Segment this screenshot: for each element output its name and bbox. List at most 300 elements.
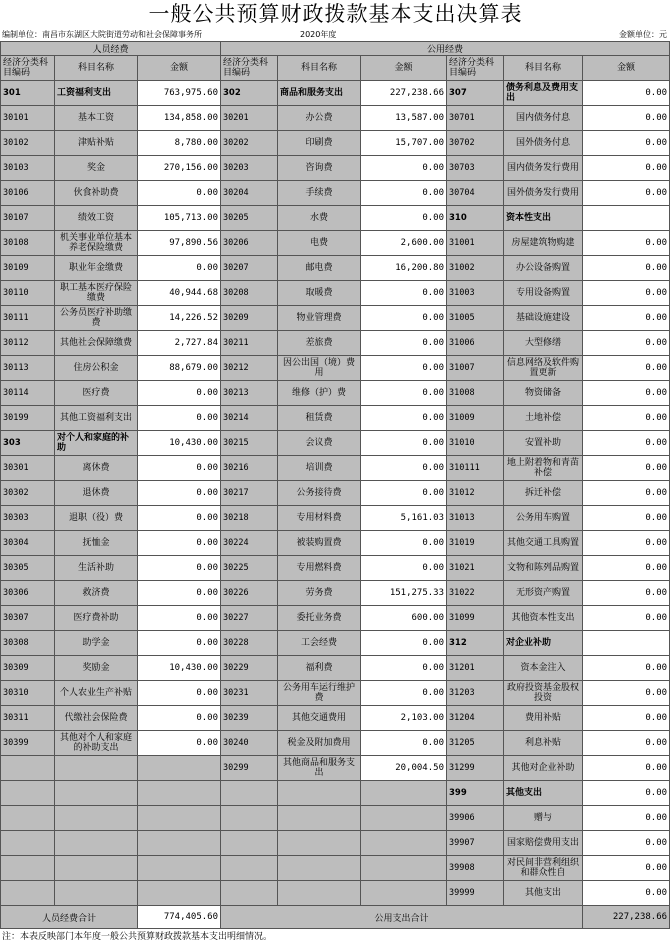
cell-amount bbox=[138, 881, 221, 906]
cell-name: 资本金注入 bbox=[504, 656, 583, 681]
cell-code: 30704 bbox=[447, 181, 504, 206]
cell-code: 30206 bbox=[221, 231, 278, 256]
cell-name: 奖励金 bbox=[55, 656, 138, 681]
cell-code: 30226 bbox=[221, 581, 278, 606]
table-row bbox=[1, 181, 670, 206]
cell-code: 31021 bbox=[447, 556, 504, 581]
cell-amount: 0.00 bbox=[361, 431, 447, 456]
cell-code bbox=[221, 781, 278, 806]
section-public: 公用经费 bbox=[221, 42, 670, 56]
cell-code: 39907 bbox=[447, 831, 504, 856]
table-row bbox=[1, 256, 670, 281]
cell-amount: 763,975.60 bbox=[138, 81, 221, 106]
cell-name: 医疗费补助 bbox=[55, 606, 138, 631]
cell-name: 费用补贴 bbox=[504, 706, 583, 731]
table-row bbox=[1, 156, 670, 181]
cell-name bbox=[55, 831, 138, 856]
table-row bbox=[1, 631, 670, 656]
cell-code: 30399 bbox=[1, 731, 55, 756]
cell-code: 31099 bbox=[447, 606, 504, 631]
cell-code: 30211 bbox=[221, 331, 278, 356]
cell-amount bbox=[138, 806, 221, 831]
cell-name: 福利费 bbox=[278, 656, 361, 681]
cell-code: 30215 bbox=[221, 431, 278, 456]
cell-code: 31002 bbox=[447, 256, 504, 281]
cell-name bbox=[55, 856, 138, 881]
cell-code: 30203 bbox=[221, 156, 278, 181]
cell-name: 培训费 bbox=[278, 456, 361, 481]
cell-amount: 0.00 bbox=[583, 731, 670, 756]
cell-name: 政府投资基金股权投资 bbox=[504, 681, 583, 706]
cell-name: 专用材料费 bbox=[278, 506, 361, 531]
cell-code: 30216 bbox=[221, 456, 278, 481]
cell-code: 30114 bbox=[1, 381, 55, 406]
cell-name: 税金及附加费用 bbox=[278, 731, 361, 756]
table-row bbox=[1, 531, 670, 556]
cell-amount: 0.00 bbox=[361, 381, 447, 406]
cell-name: 基本工资 bbox=[55, 106, 138, 131]
table-row bbox=[1, 306, 670, 331]
cell-amount bbox=[361, 856, 447, 881]
table-row bbox=[1, 781, 670, 806]
cell-code: 30199 bbox=[1, 406, 55, 431]
cell-amount: 0.00 bbox=[138, 531, 221, 556]
cell-code: 310 bbox=[447, 206, 504, 231]
cell-amount: 0.00 bbox=[361, 481, 447, 506]
cell-amount: 0.00 bbox=[583, 156, 670, 181]
cell-amount: 0.00 bbox=[583, 656, 670, 681]
cell-code: 302 bbox=[221, 81, 278, 106]
cell-name: 专用燃料费 bbox=[278, 556, 361, 581]
cell-name: 公务员医疗补助缴费 bbox=[55, 306, 138, 331]
table-row bbox=[1, 331, 670, 356]
table-row bbox=[1, 106, 670, 131]
cell-code: 30305 bbox=[1, 556, 55, 581]
cell-code: 30103 bbox=[1, 156, 55, 181]
cell-code: 30229 bbox=[221, 656, 278, 681]
cell-amount: 0.00 bbox=[583, 781, 670, 806]
table-row bbox=[1, 131, 670, 156]
cell-amount: 5,161.03 bbox=[361, 506, 447, 531]
cell-name: 因公出国（境）费用 bbox=[278, 356, 361, 381]
cell-code: 30106 bbox=[1, 181, 55, 206]
cell-name bbox=[278, 806, 361, 831]
table-row bbox=[1, 706, 670, 731]
cell-amount: 0.00 bbox=[361, 531, 447, 556]
cell-code: 399 bbox=[447, 781, 504, 806]
cell-code: 30302 bbox=[1, 481, 55, 506]
cell-name: 土地补偿 bbox=[504, 406, 583, 431]
cell-name: 电费 bbox=[278, 231, 361, 256]
cell-code: 30102 bbox=[1, 131, 55, 156]
cell-code bbox=[1, 856, 55, 881]
cell-amount: 0.00 bbox=[361, 156, 447, 181]
cell-amount: 0.00 bbox=[138, 381, 221, 406]
cell-code: 30240 bbox=[221, 731, 278, 756]
cell-code: 30201 bbox=[221, 106, 278, 131]
cell-amount: 0.00 bbox=[583, 306, 670, 331]
cell-name: 其他支出 bbox=[504, 781, 583, 806]
cell-code: 31013 bbox=[447, 506, 504, 531]
header-code: 经济分类科目编码 bbox=[447, 56, 504, 81]
cell-amount: 0.00 bbox=[361, 206, 447, 231]
cell-amount: 227,238.66 bbox=[361, 81, 447, 106]
cell-code: 30701 bbox=[447, 106, 504, 131]
cell-amount: 8,780.00 bbox=[138, 131, 221, 156]
cell-amount: 0.00 bbox=[361, 456, 447, 481]
cell-amount: 0.00 bbox=[138, 731, 221, 756]
cell-amount: 0.00 bbox=[138, 606, 221, 631]
header-amount: 金额 bbox=[138, 56, 221, 81]
cell-name: 其他对个人和家庭的补助支出 bbox=[55, 731, 138, 756]
cell-name: 代缴社会保险费 bbox=[55, 706, 138, 731]
cell-code: 31204 bbox=[447, 706, 504, 731]
cell-name: 地上附着物和青苗补偿 bbox=[504, 456, 583, 481]
cell-amount: 0.00 bbox=[583, 481, 670, 506]
cell-code: 30703 bbox=[447, 156, 504, 181]
cell-name: 委托业务费 bbox=[278, 606, 361, 631]
cell-code: 310111 bbox=[447, 456, 504, 481]
cell-code bbox=[221, 831, 278, 856]
cell-name: 房屋建筑物购建 bbox=[504, 231, 583, 256]
cell-code: 31007 bbox=[447, 356, 504, 381]
cell-amount bbox=[361, 831, 447, 856]
cell-amount: 0.00 bbox=[138, 681, 221, 706]
cell-name bbox=[278, 781, 361, 806]
cell-amount: 0.00 bbox=[583, 606, 670, 631]
table-row bbox=[1, 831, 670, 856]
cell-name: 国外债务发行费用 bbox=[504, 181, 583, 206]
cell-name: 个人农业生产补贴 bbox=[55, 681, 138, 706]
cell-name: 退职（役）费 bbox=[55, 506, 138, 531]
cell-amount: 0.00 bbox=[583, 231, 670, 256]
cell-name bbox=[55, 881, 138, 906]
cell-code: 30225 bbox=[221, 556, 278, 581]
cell-code: 30299 bbox=[221, 756, 278, 781]
cell-amount bbox=[138, 856, 221, 881]
cell-code: 30110 bbox=[1, 281, 55, 306]
cell-amount: 0.00 bbox=[138, 406, 221, 431]
cell-name: 利息补贴 bbox=[504, 731, 583, 756]
cell-amount bbox=[138, 831, 221, 856]
cell-amount: 270,156.00 bbox=[138, 156, 221, 181]
cell-code: 30109 bbox=[1, 256, 55, 281]
cell-amount: 0.00 bbox=[583, 881, 670, 906]
cell-code: 31205 bbox=[447, 731, 504, 756]
cell-code: 30205 bbox=[221, 206, 278, 231]
cell-name: 邮电费 bbox=[278, 256, 361, 281]
cell-code: 30207 bbox=[221, 256, 278, 281]
cell-name: 水费 bbox=[278, 206, 361, 231]
cell-code: 39906 bbox=[447, 806, 504, 831]
header-name: 科目名称 bbox=[55, 56, 138, 81]
cell-name: 无形资产购置 bbox=[504, 581, 583, 606]
cell-amount: 0.00 bbox=[138, 706, 221, 731]
cell-amount: 16,200.80 bbox=[361, 256, 447, 281]
cell-name: 信息网络及软件购置更新 bbox=[504, 356, 583, 381]
cell-amount: 151,275.33 bbox=[361, 581, 447, 606]
cell-amount: 2,103.00 bbox=[361, 706, 447, 731]
cell-code: 30304 bbox=[1, 531, 55, 556]
cell-amount: 134,858.00 bbox=[138, 106, 221, 131]
cell-amount: 0.00 bbox=[583, 681, 670, 706]
table-note: 注：本表反映部门本年度一般公共预算财政拨款基本支出明细情况。 bbox=[2, 932, 273, 942]
cell-code: 31005 bbox=[447, 306, 504, 331]
cell-amount: 0.00 bbox=[583, 181, 670, 206]
cell-code: 39999 bbox=[447, 881, 504, 906]
table-row bbox=[1, 381, 670, 406]
table-row bbox=[1, 756, 670, 781]
cell-amount: 0.00 bbox=[138, 581, 221, 606]
cell-code: 30301 bbox=[1, 456, 55, 481]
table-row bbox=[1, 281, 670, 306]
cell-name: 会议费 bbox=[278, 431, 361, 456]
cell-code: 31010 bbox=[447, 431, 504, 456]
table-row bbox=[1, 806, 670, 831]
cell-amount bbox=[138, 781, 221, 806]
cell-amount bbox=[138, 756, 221, 781]
table-row bbox=[1, 406, 670, 431]
cell-name: 公务用车运行维护费 bbox=[278, 681, 361, 706]
cell-name: 赠与 bbox=[504, 806, 583, 831]
cell-code: 31003 bbox=[447, 281, 504, 306]
header-amount: 金额 bbox=[361, 56, 447, 81]
cell-amount: 0.00 bbox=[361, 681, 447, 706]
cell-name: 其他交通工具购置 bbox=[504, 531, 583, 556]
cell-amount: 88,679.00 bbox=[138, 356, 221, 381]
cell-code bbox=[221, 806, 278, 831]
cell-code: 312 bbox=[447, 631, 504, 656]
cell-code: 30217 bbox=[221, 481, 278, 506]
cell-code: 31006 bbox=[447, 331, 504, 356]
cell-name: 住房公积金 bbox=[55, 356, 138, 381]
cell-name: 咨询费 bbox=[278, 156, 361, 181]
cell-amount: 2,727.84 bbox=[138, 331, 221, 356]
cell-amount: 0.00 bbox=[361, 181, 447, 206]
cell-amount bbox=[583, 631, 670, 656]
table-row bbox=[1, 581, 670, 606]
cell-name: 商品和服务支出 bbox=[278, 81, 361, 106]
cell-code: 30231 bbox=[221, 681, 278, 706]
header-name: 科目名称 bbox=[278, 56, 361, 81]
table-row bbox=[1, 681, 670, 706]
cell-name: 取暖费 bbox=[278, 281, 361, 306]
table-row bbox=[1, 606, 670, 631]
cell-amount: 0.00 bbox=[583, 756, 670, 781]
public-total-amount: 227,238.66 bbox=[583, 906, 670, 929]
cell-amount: 0.00 bbox=[138, 481, 221, 506]
cell-amount: 40,944.68 bbox=[138, 281, 221, 306]
cell-name: 其他交通费用 bbox=[278, 706, 361, 731]
cell-code: 30204 bbox=[221, 181, 278, 206]
cell-code: 30113 bbox=[1, 356, 55, 381]
cell-amount: 0.00 bbox=[361, 331, 447, 356]
cell-name: 其他社会保障缴费 bbox=[55, 331, 138, 356]
table-row bbox=[1, 231, 670, 256]
cell-amount: 0.00 bbox=[138, 506, 221, 531]
cell-amount: 0.00 bbox=[583, 506, 670, 531]
cell-amount: 0.00 bbox=[361, 556, 447, 581]
cell-name: 差旅费 bbox=[278, 331, 361, 356]
table-row bbox=[1, 556, 670, 581]
totals-row bbox=[1, 906, 670, 929]
cell-code: 30303 bbox=[1, 506, 55, 531]
cell-amount: 0.00 bbox=[583, 406, 670, 431]
cell-code: 30108 bbox=[1, 231, 55, 256]
cell-code bbox=[1, 831, 55, 856]
cell-code: 31019 bbox=[447, 531, 504, 556]
cell-code: 30307 bbox=[1, 606, 55, 631]
cell-code: 30311 bbox=[1, 706, 55, 731]
cell-amount: 0.00 bbox=[583, 131, 670, 156]
cell-amount: 0.00 bbox=[138, 631, 221, 656]
cell-name bbox=[55, 806, 138, 831]
cell-code bbox=[221, 856, 278, 881]
cell-code: 30308 bbox=[1, 631, 55, 656]
cell-name bbox=[278, 881, 361, 906]
report-meta bbox=[0, 28, 671, 41]
cell-name: 对企业补助 bbox=[504, 631, 583, 656]
cell-code: 301 bbox=[1, 81, 55, 106]
table-row bbox=[1, 856, 670, 881]
cell-code bbox=[1, 881, 55, 906]
cell-code: 30239 bbox=[221, 706, 278, 731]
cell-amount: 0.00 bbox=[583, 556, 670, 581]
cell-amount: 0.00 bbox=[583, 431, 670, 456]
cell-name: 维修（护）费 bbox=[278, 381, 361, 406]
cell-code: 31009 bbox=[447, 406, 504, 431]
cell-code: 30209 bbox=[221, 306, 278, 331]
cell-name: 绩效工资 bbox=[55, 206, 138, 231]
cell-name: 大型修缮 bbox=[504, 331, 583, 356]
cell-name: 劳务费 bbox=[278, 581, 361, 606]
header-name: 科目名称 bbox=[504, 56, 583, 81]
table-row bbox=[1, 656, 670, 681]
money-unit: 金额单位：元 bbox=[619, 30, 667, 39]
cell-code: 39908 bbox=[447, 856, 504, 881]
cell-amount: 0.00 bbox=[361, 631, 447, 656]
cell-amount bbox=[361, 806, 447, 831]
cell-amount: 0.00 bbox=[583, 831, 670, 856]
cell-amount: 0.00 bbox=[138, 456, 221, 481]
cell-amount: 0.00 bbox=[583, 456, 670, 481]
cell-amount bbox=[361, 781, 447, 806]
cell-name: 租赁费 bbox=[278, 406, 361, 431]
cell-amount: 0.00 bbox=[583, 856, 670, 881]
cell-amount bbox=[583, 206, 670, 231]
cell-name: 国家赔偿费用支出 bbox=[504, 831, 583, 856]
cell-code: 31012 bbox=[447, 481, 504, 506]
cell-name: 其他支出 bbox=[504, 881, 583, 906]
cell-amount: 0.00 bbox=[583, 531, 670, 556]
cell-code: 31299 bbox=[447, 756, 504, 781]
section-personnel: 人员经费 bbox=[1, 42, 221, 56]
cell-code: 30111 bbox=[1, 306, 55, 331]
cell-name bbox=[278, 831, 361, 856]
cell-amount: 0.00 bbox=[583, 106, 670, 131]
cell-name: 国外债务付息 bbox=[504, 131, 583, 156]
cell-amount: 0.00 bbox=[361, 656, 447, 681]
table-row bbox=[1, 456, 670, 481]
cell-code: 303 bbox=[1, 431, 55, 456]
cell-name: 印刷费 bbox=[278, 131, 361, 156]
cell-amount: 14,226.52 bbox=[138, 306, 221, 331]
cell-code bbox=[1, 806, 55, 831]
cell-name: 专用设备购置 bbox=[504, 281, 583, 306]
report-title: 一般公共预算财政拨款基本支出决算表 bbox=[148, 2, 523, 26]
table-row bbox=[1, 81, 670, 106]
cell-code: 30218 bbox=[221, 506, 278, 531]
cell-amount: 10,430.00 bbox=[138, 431, 221, 456]
cell-name: 公务接待费 bbox=[278, 481, 361, 506]
table-row bbox=[1, 431, 670, 456]
cell-amount: 600.00 bbox=[361, 606, 447, 631]
cell-name: 文物和陈列品购置 bbox=[504, 556, 583, 581]
table-row bbox=[1, 731, 670, 756]
public-total-label: 公用支出合计 bbox=[221, 906, 583, 929]
cell-name: 其他资本性支出 bbox=[504, 606, 583, 631]
cell-name: 机关事业单位基本养老保险缴费 bbox=[55, 231, 138, 256]
cell-amount: 0.00 bbox=[583, 706, 670, 731]
cell-code: 30224 bbox=[221, 531, 278, 556]
cell-name: 其他商品和服务支出 bbox=[278, 756, 361, 781]
cell-name: 职业年金缴费 bbox=[55, 256, 138, 281]
cell-name: 拆迁补偿 bbox=[504, 481, 583, 506]
cell-name: 津贴补贴 bbox=[55, 131, 138, 156]
cell-code: 31203 bbox=[447, 681, 504, 706]
cell-amount: 0.00 bbox=[361, 306, 447, 331]
cell-amount: 0.00 bbox=[583, 806, 670, 831]
cell-name: 国内债务发行费用 bbox=[504, 156, 583, 181]
table-row bbox=[1, 881, 670, 906]
cell-code: 30228 bbox=[221, 631, 278, 656]
expenditure-table bbox=[0, 41, 670, 929]
cell-amount: 0.00 bbox=[361, 406, 447, 431]
cell-name: 基础设施建设 bbox=[504, 306, 583, 331]
cell-name bbox=[278, 856, 361, 881]
cell-code: 31022 bbox=[447, 581, 504, 606]
cell-code: 30702 bbox=[447, 131, 504, 156]
cell-name: 抚恤金 bbox=[55, 531, 138, 556]
table-row bbox=[1, 506, 670, 531]
cell-name: 资本性支出 bbox=[504, 206, 583, 231]
cell-amount: 0.00 bbox=[361, 356, 447, 381]
cell-name: 国内债务付息 bbox=[504, 106, 583, 131]
cell-code: 30306 bbox=[1, 581, 55, 606]
cell-amount: 0.00 bbox=[583, 356, 670, 381]
cell-name: 公务用车购置 bbox=[504, 506, 583, 531]
cell-amount: 0.00 bbox=[138, 556, 221, 581]
cell-name: 助学金 bbox=[55, 631, 138, 656]
cell-amount: 97,890.56 bbox=[138, 231, 221, 256]
cell-amount: 0.00 bbox=[138, 256, 221, 281]
cell-amount: 0.00 bbox=[583, 331, 670, 356]
cell-code: 30227 bbox=[221, 606, 278, 631]
table-body bbox=[1, 81, 670, 906]
personnel-total-label: 人员经费合计 bbox=[1, 906, 138, 929]
header-code: 经济分类科目编码 bbox=[221, 56, 278, 81]
cell-code bbox=[221, 881, 278, 906]
cell-amount: 0.00 bbox=[361, 731, 447, 756]
table-row bbox=[1, 481, 670, 506]
cell-amount: 15,707.00 bbox=[361, 131, 447, 156]
cell-amount: 0.00 bbox=[583, 381, 670, 406]
cell-amount: 0.00 bbox=[361, 281, 447, 306]
cell-amount: 0.00 bbox=[138, 181, 221, 206]
cell-code bbox=[1, 781, 55, 806]
cell-name: 其他工资福利支出 bbox=[55, 406, 138, 431]
cell-name: 救济费 bbox=[55, 581, 138, 606]
